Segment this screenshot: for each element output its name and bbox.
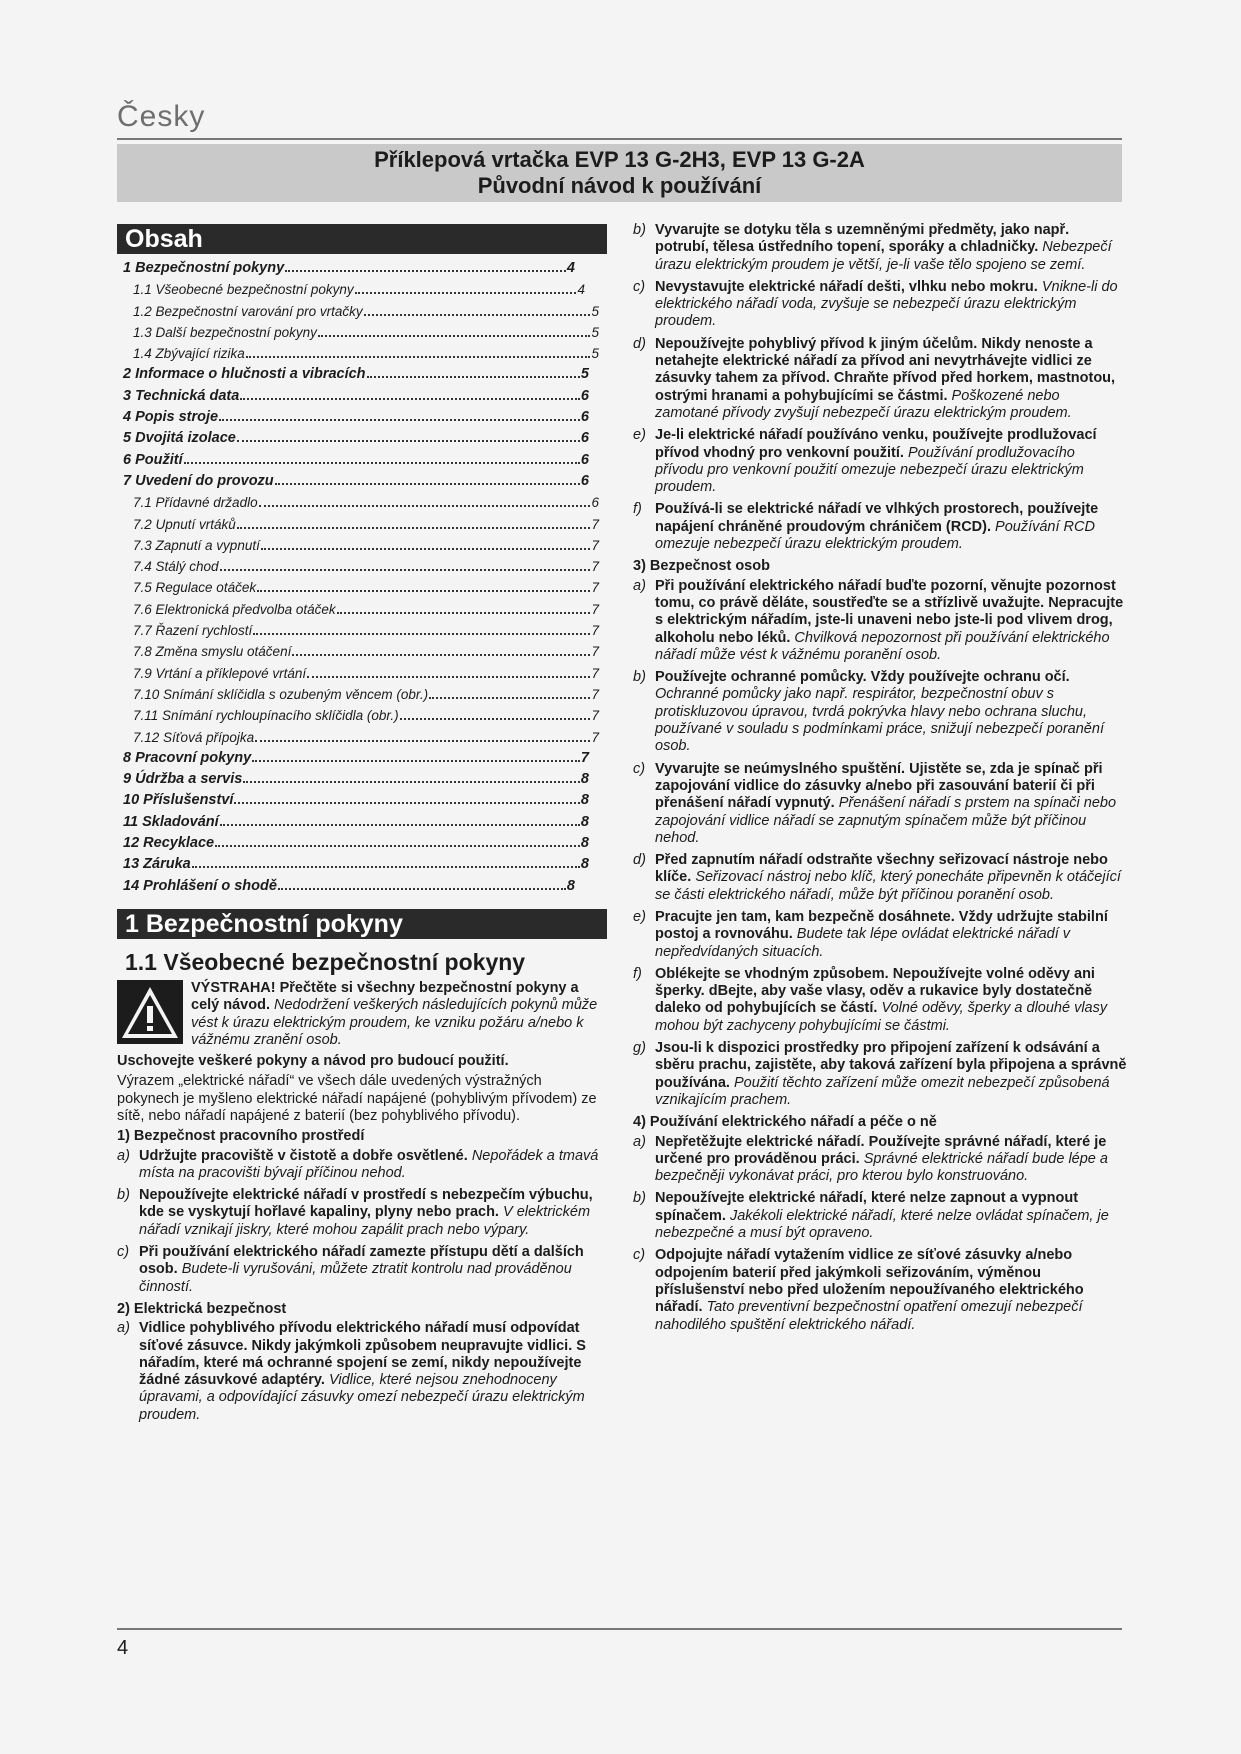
item-label: b) (117, 1187, 130, 1204)
toc-entry[interactable] (117, 790, 589, 811)
toc-leader-dots (259, 505, 591, 507)
item-label: c) (117, 1244, 130, 1261)
toc-leader-dots (261, 548, 591, 550)
toc-entry-page: 4 (577, 282, 585, 298)
section-1-heading: 1 Bezpečnostní pokyny (117, 909, 607, 939)
toc-entry-title: 3 Technická data (123, 387, 240, 404)
safety-item (117, 1148, 607, 1183)
toc-entry-title: 8 Pracovní pokyny (123, 749, 252, 766)
toc-entry[interactable] (117, 258, 575, 279)
item-body (655, 578, 1127, 664)
safety-item (633, 1190, 1127, 1242)
toc-entry-title: 1.4 Zbývající rizika (133, 346, 245, 362)
item-label: d) (633, 852, 646, 869)
safety-item (117, 1244, 607, 1296)
safety-item (633, 909, 1127, 961)
item-explanation: Jakékoli elektrické nářadí, které nelze ovládat spínačem, je nebezpečné a musí být opraveno. (655, 1207, 1109, 1242)
toc-entry-page: 5 (591, 324, 599, 340)
toc-entry-title: 1.2 Bezpečnostní varování pro vrtačky (133, 303, 363, 319)
toc-entry-page: 5 (591, 346, 599, 362)
toc-entry-page: 8 (580, 771, 589, 788)
toc-entry[interactable] (117, 833, 589, 854)
item-instruction: Jsou-li k dispozici prostředky pro připojení zařízení k odsávání a sběru prachu, zajistěte, aby taková zařízení byla připojena a správně používána. (655, 1040, 1127, 1091)
toc-entry-title: 1.1 Všeobecné bezpečnostní pokyny (133, 282, 354, 298)
toc-entry-page: 7 (591, 516, 599, 532)
item-explanation: Tato preventivní bezpečnostní opatření omezují nebezpečí nahodilého spuštění elektrického nářadí. (655, 1299, 1083, 1333)
toc-leader-dots (184, 462, 580, 464)
item-explanation: Budete tak lépe ovládat elektrické nářadí v nepředvídaných situacích. (655, 926, 1071, 960)
toc-entry[interactable] (117, 471, 589, 492)
item-explanation: Poškozené nebo zamotané přívody zvyšují nebezpečí úrazu elektrickým proudem. (655, 387, 1072, 421)
group-2-title: 2) Elektrická bezpečnost (117, 1300, 287, 1317)
document-title (117, 144, 1122, 202)
item-label: d) (633, 335, 646, 352)
item-body (655, 279, 1127, 331)
item-explanation: Používání prodlužovacího přívodu pro venkovní použití omezuje nebezpečí úrazu elektrickým proudem. (655, 444, 1084, 496)
item-body (655, 1040, 1127, 1109)
toc-entry-title: 7.10 Snímání sklíčidla s ozubeným věncem (obr.) (133, 686, 429, 702)
item-explanation: Vnikne-li do elektrického nářadí voda, zvyšuje se nebezpečí úrazu elektrickým proudem. (655, 278, 1118, 330)
right-column (633, 222, 1127, 1339)
item-body (655, 501, 1127, 553)
toc-entry-page: 4 (566, 260, 575, 276)
section-1 (117, 909, 607, 1424)
item-explanation: Ochranné pomůcky jako např. respirátor, bezpečnostní obuv s protiskluzovou úpravou, tvrdá pokrývka hlavy nebo ochrana sluchu, používané v souladu s podmínkami práce, snižují nebezpečí poranění osob. (655, 686, 1104, 755)
toc-entry[interactable] (117, 854, 589, 875)
toc-entry-title: 11 Skladování (123, 813, 219, 830)
item-body (139, 1244, 607, 1296)
toc-leader-dots (220, 824, 580, 826)
toc-entry[interactable] (117, 322, 599, 343)
group-1-title: 1) Bezpečnost pracovního prostředí (117, 1128, 365, 1145)
toc-entry-page: 7 (591, 559, 599, 575)
group-1-items (117, 1148, 607, 1296)
toc-leader-dots (400, 718, 591, 720)
item-body (655, 909, 1127, 961)
item-instruction: Nepřetěžujte elektrické nářadí. Používejte správné nářadí, které je určené pro prováděnou práci. (655, 1133, 1107, 1167)
toc-entry[interactable] (117, 663, 599, 684)
toc-entry[interactable] (117, 684, 599, 705)
toc-entry[interactable] (117, 514, 599, 535)
toc-entry-title: 7.12 Síťová přípojka (133, 729, 255, 745)
item-instruction: Nepoužívejte pohyblivý přívod k jiným účelům. Nikdy nenoste a netahejte elektrické nářadí za přívod ani nevytrhávejte vidlici ze zásuvky tahem za přívod. Chraňte přívod před horkem, mastnotou, ostrými hranami a pohybujícími se částmi. (655, 335, 1116, 404)
toc-entry[interactable] (117, 386, 589, 407)
item-body (655, 336, 1127, 422)
toc-entry[interactable] (117, 407, 589, 428)
warning-italic: Nedodržení veškerých následujících pokynů může vést k úrazu elektrickým proudem, ke vzniku požáru a/nebo k vážnému zranění osob. (191, 997, 598, 1048)
toc-entry-page: 7 (591, 729, 599, 745)
toc-entry[interactable] (117, 876, 575, 897)
item-body (139, 1187, 607, 1239)
item-label: c) (633, 760, 646, 777)
toc-entry-page: 7 (591, 665, 599, 681)
toc-entry-title: 7.11 Snímání rychloupínacího sklíčidla (obr.) (133, 708, 399, 724)
safety-item (117, 1320, 607, 1424)
toc-leader-dots (240, 398, 580, 400)
item-label: f) (633, 501, 642, 518)
title-line-2: Původní návod k používání (477, 173, 762, 198)
toc-leader-dots (255, 740, 590, 742)
toc-leader-dots (246, 356, 591, 358)
item-explanation: Použití těchto zařízení může omezit nebezpečí způsobená vznikajícím prachem. (655, 1074, 1110, 1108)
toc-entry-title: 12 Recyklace (123, 835, 215, 852)
item-instruction: Vyvarujte se dotyku těla s uzemněnými předměty, jako např. potrubí, tělesa ústředního topení, sporáky a chladničky. (655, 222, 1070, 256)
item-instruction: Vidlice pohyblivého přívodu elektrického nářadí musí odpovídat síťové zásuvce. Nikdy jakýmkoli způsobem neupravujte vidlici. S nářadím, které má ochranné spojení se zemí, nikdy nepoužívejte žádné zásuvkové adaptéry. (139, 1320, 586, 1389)
toc-entry-title: 7.6 Elektronická předvolba otáček (133, 601, 336, 617)
item-explanation: Nebezpečí úrazu elektrickým proudem je větší, je-li vaše tělo spojeno se zemí. (655, 239, 1112, 273)
item-body (139, 1320, 607, 1424)
toc-entry-page: 6 (580, 451, 589, 468)
safety-item (633, 966, 1127, 1035)
toc-entry-page: 8 (580, 835, 589, 852)
item-explanation: Chvilková nepozornost při používání elektrického nářadí může vést k vážnému poranění osob. (655, 629, 1110, 663)
item-explanation: Volné oděvy, šperky a dlouhé vlasy mohou být zachyceny pohybujícími se částmi. (655, 1000, 1108, 1034)
toc-entry-title: 4 Popis stroje (123, 409, 219, 426)
toc-entry[interactable] (117, 535, 599, 556)
toc-entry-page: 7 (580, 749, 589, 766)
toc-leader-dots (257, 590, 590, 592)
safety-item (633, 852, 1127, 904)
toc-entry[interactable] (117, 641, 599, 662)
safety-item (633, 669, 1127, 755)
keep-instructions-note: Uschovejte veškeré pokyny a návod pro budoucí použití. (117, 1053, 509, 1070)
group-2-items-continued (633, 222, 1127, 553)
safety-item (633, 578, 1127, 664)
toc-entry-title: 6 Použití (123, 451, 183, 468)
group-4-title: 4) Používání elektrického nářadí a péče o ně (633, 1114, 937, 1131)
toc-entry-title: 13 Záruka (123, 856, 191, 873)
safety-item (633, 761, 1127, 847)
item-instruction: Před zapnutím nářadí odstraňte všechny seřizovací nástroje nebo klíče. (655, 852, 1108, 886)
item-body (655, 222, 1127, 274)
toc-entry-page: 6 (580, 430, 589, 447)
item-explanation: Správné elektrické nářadí bude lépe a bezpečněji vykonávat práci, pro kterou bylo konstruováno. (655, 1150, 1108, 1185)
item-label: g) (633, 1040, 646, 1057)
toc-entry-page: 8 (580, 856, 589, 873)
item-body (655, 852, 1127, 904)
toc-entry[interactable] (117, 343, 599, 364)
toc-entry-page: 8 (580, 792, 589, 809)
toc-entry-page: 7 (591, 601, 599, 617)
section-1-1-heading: 1.1 Všeobecné bezpečnostní pokyny (125, 948, 526, 975)
toc-entry[interactable] (117, 705, 599, 726)
item-body (655, 1134, 1127, 1186)
toc-entry[interactable] (117, 450, 589, 471)
toc-leader-dots (292, 654, 590, 656)
item-explanation: Nepořádek a tmavá místa na pracovišti bývají příčinou nehod. (139, 1147, 599, 1181)
toc-entry-page: 5 (580, 366, 589, 383)
toc-entry[interactable] (117, 364, 589, 385)
language-label: Česky (117, 100, 206, 133)
toc-leader-dots (307, 676, 590, 678)
item-body (139, 1148, 607, 1183)
item-explanation: Používání RCD omezuje nebezpečí úrazu elektrickým proudem. (655, 518, 1095, 553)
toc-entry-title: 9 Údržba a servis (123, 771, 243, 788)
toc-entry[interactable] (117, 812, 589, 833)
toc-entry-page: 7 (591, 686, 599, 702)
warning-icon (117, 980, 183, 1044)
toc-entry[interactable] (117, 556, 599, 577)
safety-item (633, 1134, 1127, 1186)
item-explanation: Přenášení nářadí s prstem na spínači nebo zapojování vidlice nářadí se zapnutým spínačem může být příčinou nehod. (655, 795, 1117, 846)
item-instruction: Při používání elektrického nářadí zamezte přístupu dětí a dalších osob. (139, 1244, 584, 1278)
toc-entry-title: 7.2 Upnutí vrtáků (133, 516, 236, 532)
item-body (655, 1247, 1127, 1333)
item-body (655, 966, 1127, 1035)
item-instruction: Nepoužívejte elektrické nářadí, které nelze zapnout a vypnout spínačem. (655, 1190, 1079, 1224)
group-3-items (633, 578, 1127, 1110)
toc-entry-title: 7.4 Stálý chod (133, 559, 219, 575)
item-body (655, 761, 1127, 847)
toc-entry-title: 1.3 Další bezpečnostní pokyny (133, 324, 317, 340)
title-line-1: Příklepová vrtačka EVP 13 G-2H3, EVP 13 G-2A (374, 147, 865, 172)
group-2-items (117, 1320, 607, 1424)
table-of-contents (117, 258, 607, 897)
toc-entry-title: 7.5 Regulace otáček (133, 580, 257, 596)
item-explanation: Vidlice, které nejsou znehodnoceny úpravami, a odpovídající zásuvky omezí nebezpečí úrazu elektrickým proudem. (139, 1372, 585, 1423)
toc-entry[interactable] (117, 279, 585, 300)
warning-block (117, 980, 607, 1049)
toc-leader-dots (234, 802, 580, 804)
footer-rule (117, 1628, 1122, 1630)
toc-entry-page: 6 (580, 387, 589, 404)
item-instruction: Používejte ochranné pomůcky. Vždy používejte ochranu očí. (655, 669, 1070, 686)
warning-text (191, 980, 607, 1049)
toc-entry-page: 6 (580, 472, 589, 489)
safety-item (633, 279, 1127, 331)
item-instruction: Udržujte pracoviště v čistotě a dobře osvětlené. (139, 1147, 468, 1164)
toc-entry-page: 7 (591, 580, 599, 596)
toc-leader-dots (275, 483, 580, 485)
toc-entry[interactable] (117, 769, 589, 790)
item-instruction: Vyvarujte se neúmyslného spuštění. Ujistěte se, zda je spínač při zapojování vidlice do zásuvky a/nebo při zasouvání baterií či při přenášení nářadí vypnutý. (655, 760, 1103, 812)
toc-leader-dots (192, 866, 580, 868)
toc-entry-page: 6 (580, 409, 589, 426)
item-label: b) (633, 1190, 646, 1207)
toc-entry-title: 10 Příslušenství (123, 792, 234, 809)
item-instruction: Nevystavujte elektrické nářadí dešti, vlhku nebo mokru. (655, 278, 1038, 295)
item-instruction: Používá-li se elektrické nářadí ve vlhkých prostorech, používejte napájení chráněné proudovým chráničem (RCD). (655, 501, 1099, 535)
item-label: a) (633, 1133, 646, 1150)
toc-leader-dots (252, 760, 580, 762)
safety-item (633, 336, 1127, 422)
toc-leader-dots (243, 781, 580, 783)
page-number: 4 (117, 1637, 129, 1659)
item-instruction: Nepoužívejte elektrické nářadí v prostředí s nebezpečím výbuchu, kde se vyskytují hořlavé kapaliny, plyny nebo prach. (139, 1187, 593, 1221)
toc-leader-dots (429, 697, 590, 699)
toc-entry-page: 7 (591, 708, 599, 724)
safety-item (633, 222, 1127, 274)
item-explanation: Seřizovací nástroj nebo klíč, který ponecháte připevněn k otáčející se části elektrického nářadí, může být příčinou poranění osob. (655, 869, 1121, 903)
group-4-items (633, 1134, 1127, 1334)
toc-entry-title: 14 Prohlášení o shodě (123, 877, 277, 894)
toc-leader-dots (219, 419, 580, 421)
safety-item (117, 1187, 607, 1239)
toc-entry[interactable] (117, 577, 599, 598)
item-explanation: V elektrickém nářadí vznikají jiskry, které mohou zapálit prach nebo výpary. (139, 1204, 591, 1238)
toc-entry[interactable] (117, 301, 599, 322)
toc-entry-title: 7.1 Přídavné držadlo (133, 495, 258, 511)
toc-entry-title: 7.3 Zapnutí a vypnutí (133, 537, 260, 553)
safety-item (633, 501, 1127, 553)
safety-item (633, 1247, 1127, 1333)
toc-entry-title: 7 Uvedení do provozu (123, 472, 274, 489)
item-label: b) (633, 669, 646, 686)
item-body (655, 1190, 1127, 1242)
left-column (117, 224, 607, 1429)
item-instruction: Pracujte jen tam, kam bezpečně dosáhnete. Vždy udržujte stabilní postoj a rovnováhu. (655, 908, 1108, 943)
toc-entry-page: 8 (580, 813, 589, 830)
toc-heading: Obsah (117, 224, 607, 254)
toc-entry[interactable] (117, 599, 599, 620)
header-rule (117, 138, 1122, 140)
toc-leader-dots (337, 612, 591, 614)
toc-entry[interactable] (117, 748, 589, 769)
toc-leader-dots (318, 335, 591, 337)
toc-entry-title: 7.9 Vrtání a příklepové vrtání (133, 665, 307, 681)
toc-entry-title: 2 Informace o hlučnosti a vibracích (123, 366, 366, 383)
toc-entry[interactable] (117, 428, 589, 449)
item-instruction: Je-li elektrické nářadí používáno venku, používejte prodlužovací přívod vhodný pro venkovní použití. (655, 427, 1097, 461)
toc-entry-page: 7 (591, 644, 599, 660)
item-instruction: Při používání elektrického nářadí buďte pozorní, věnujte pozornost tomu, co právě děláte, soustřeďte se a střízlivě uvažujte. Nepracujte s elektrickým nářadím, jste-li unaveni nebo jste-li pod vlivem drog, alkoholu nebo léků. (655, 577, 1124, 646)
toc-leader-dots (355, 292, 577, 294)
item-label: c) (633, 278, 646, 295)
toc-entry[interactable] (117, 727, 599, 748)
item-label: a) (633, 577, 646, 594)
item-label: c) (633, 1247, 646, 1264)
toc-entry[interactable] (117, 492, 599, 513)
item-body (655, 427, 1127, 496)
item-label: f) (633, 965, 642, 982)
toc-leader-dots (237, 440, 580, 442)
toc-entry-title: 1 Bezpečnostní pokyny (123, 260, 285, 276)
toc-entry-title: 7.8 Změna smyslu otáčení (133, 644, 292, 660)
toc-entry-page: 6 (591, 495, 599, 511)
safety-item (633, 1040, 1127, 1109)
group-3-title: 3) Bezpečnost osob (633, 558, 770, 575)
toc-entry-page: 8 (566, 877, 575, 894)
toc-entry-title: 5 Dvojitá izolace (123, 430, 236, 447)
item-instruction: Oblékejte se vhodným způsobem. Nepoužívejte volné oděvy ani šperky. dBejte, aby vaše vlasy, oděv a rukavice byly dostatečně daleko od pohybujících se částí. (655, 965, 1095, 1017)
toc-leader-dots (220, 569, 591, 571)
item-label: b) (633, 222, 646, 238)
warning-bold: VÝSTRAHA! Přečtěte si všechny bezpečnostní pokyny a celý návod. (191, 979, 579, 1014)
toc-entry[interactable] (117, 620, 599, 641)
toc-leader-dots (367, 376, 580, 378)
item-label: a) (117, 1320, 130, 1337)
toc-leader-dots (237, 527, 591, 529)
toc-leader-dots (278, 888, 566, 890)
toc-entry-title: 7.7 Řazení rychlostí (133, 623, 253, 639)
item-instruction: Odpojujte nářadí vytažením vidlice ze síťové zásuvky a/nebo odpojením baterií před jakýmkoli seřizováním, výměnou příslušenství nebo před uložením nepoužívaného elektrického nářadí. (655, 1247, 1084, 1316)
toc-leader-dots (364, 314, 591, 316)
item-label: a) (117, 1147, 130, 1164)
item-body (655, 669, 1127, 755)
toc-leader-dots (253, 633, 590, 635)
item-label: e) (633, 908, 646, 925)
intro-paragraph: Výrazem „elektrické nářadí“ ve všech dále uvedených výstražných pokynech je myšleno elektrické nářadí napájené (pohyblivým přívodem) ze sítě, nebo nářadí napájené z baterií (bez pohyblivého přívodu). (117, 1073, 597, 1124)
toc-leader-dots (215, 845, 580, 847)
item-explanation: Budete-li vyrušováni, můžete ztratit kontrolu nad prováděnou činností. (139, 1261, 572, 1295)
toc-leader-dots (285, 270, 566, 272)
item-label: e) (633, 427, 646, 444)
safety-item (633, 427, 1127, 496)
toc-entry-page: 7 (591, 623, 599, 639)
toc-entry-page: 7 (591, 537, 599, 553)
toc-entry-page: 5 (591, 303, 599, 319)
